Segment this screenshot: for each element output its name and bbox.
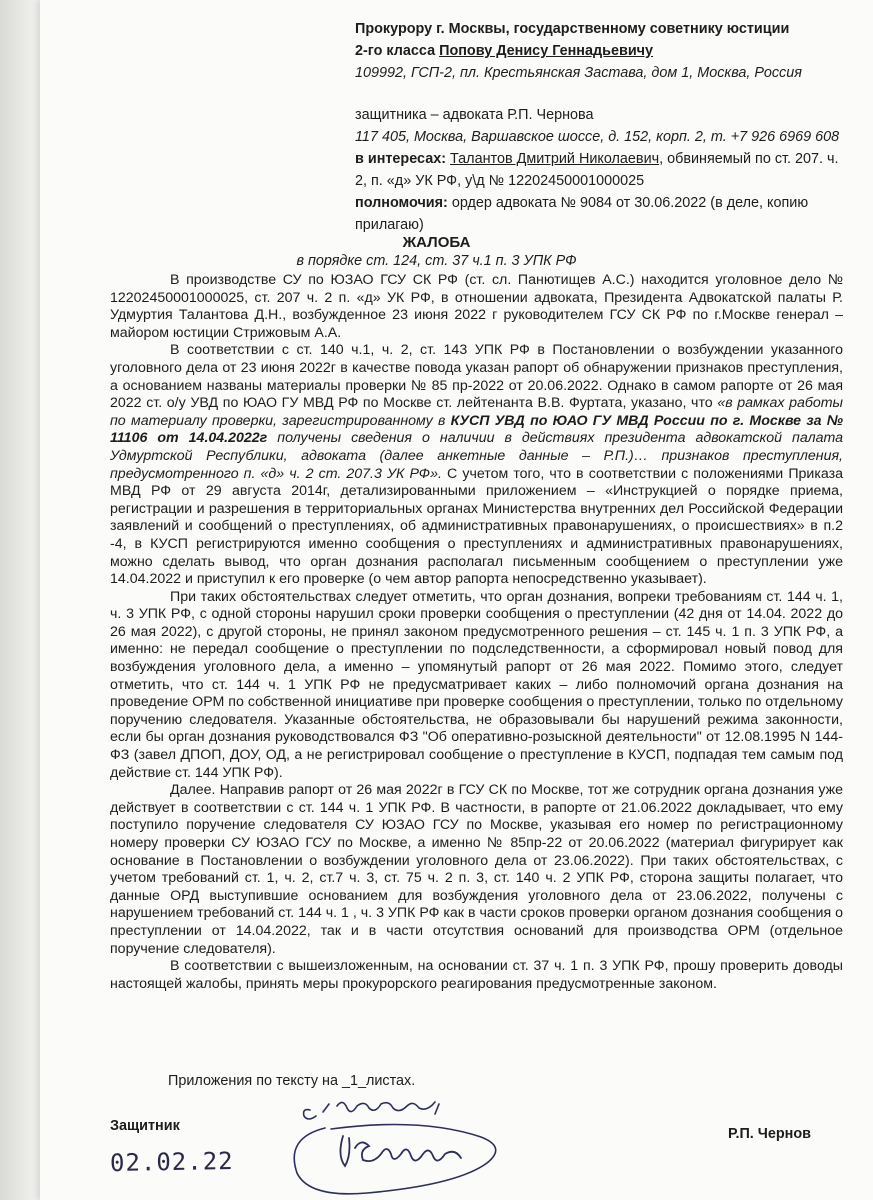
handwritten-date: 02.02.22	[109, 1146, 234, 1178]
attachments-note: Приложения по тексту на _1_листах.	[168, 1073, 416, 1089]
signer-name: Р.П. Чернов	[728, 1126, 812, 1142]
paragraph-3: При таких обстоятельствах следует отметить, что орган дознания, вопреки требованиям ст. 144 ч. 1, ч. 3 УПК РФ, с одной стороны нарушил сроки проверки сообщения о преступлении (42 дня от 14.04. 2022 до 26 мая 2022), с другой стороны, не принял законом предусмотренного решения – ст. 145 ч. 1 п. 3 УПК РФ, а именно: не передал сообщение о преступлении по подследственности, а сформировал новый повод для возбуждения уголовного дела, а именно – упомянутый рапорт от 26 мая 2022. Помимо этого, следует отметить, что ст. 144 ч. 1 УПК РФ не предусматривает каких – либо полномочий органа дознания на проведение ОРМ по собственной инициативе при проверке сообщения о преступлении, только по отдельному поручению следователя. Указанные обстоятельства, не образовывали бы нарушений режима законности, если бы орган дознания руководствовался ФЗ "Об оперативно-розыскной деятельности" от 12.08.1995 N 144-ФЗ (завел ДПОП, ДОУ, ОД, а не регистрировал сообщение о преступление в КУСП, подпадая тем самым под действие ст. 144 УПК РФ).	[110, 588, 843, 781]
addressee-rank: 2-го класса	[355, 43, 440, 59]
paragraph-2-rest: С учетом того, что в соответствии с положениями Приказа МВД РФ от 29 августа 2014г, детализированными приложением – «Инструкцией о порядке приема, регистрации и разрешения в территориальных органах Министерства внутренних дел Российской Федерации заявлений и сообщений о преступлениях, об административных правонарушениях, о происшествиях» в п.2 -4, в КУСП регистрируются именно сообщения о преступлениях и административных правонарушениях, можно сделать вывод, что орган дознания располагал письменным сообщением о преступлении уже 14.04.2022 и приступил к его проверке (о чем автор рапорта непосредственно указывает).	[110, 465, 843, 588]
paragraph-2	[110, 342, 843, 588]
addressee-line-2	[355, 40, 845, 62]
paragraph-1: В производстве СУ по ЮЗАО ГСУ СК РФ (ст. сл. Панютищев А.С.) находится уголовное дело № 12202450001000025, ст. 207 ч. 2 п. «д» УК РФ, в отношении адвоката, Президента Адвокатской палаты Р. Удмуртия Талантова Д.Н., возбужденное 23 июня 2022 г руководителем ГСУ СК РФ по г.Москве генерал –майором юстиции Стрижовым А.А.	[110, 272, 843, 341]
complaint-body	[110, 272, 843, 993]
interest-details: , обвиняемый по ст. 207. ч. 2, п. «д» УК РФ, у\д № 12202450001000025	[355, 151, 839, 189]
addressee-address: 109992, ГСП-2, пл. Крестьянская Застава, дом 1, Москва, Россия	[355, 65, 802, 81]
addressee-name: Попову Денису Геннадьевичу	[439, 43, 654, 59]
paragraph-2-quote-end: получены сведения о наличии в действиях президента адвокатской палата Удмуртской Республики, адвоката (далее анкетные данные – Р.П.)… признаков преступления, предусмотренного п. «д» ч. 2 ст. 207.3 УК РФ».	[110, 430, 844, 482]
paragraph-4: Далее. Направив рапорт от 26 мая 2022г в ГСУ СК по Москве, тот же сотрудник органа дознания уже действует в соответствии с ст. 144 ч. 1 УПК РФ. В частности, в рапорте от 21.06.2022 докладывает, что ему поступило поручение следователя СУ ЮЗАО ГСУ по Москве, указывая его номер по регистрационному номеру проверки СУ ЮЗАО ГСУ по Москве, а именно № 85пр-22 от 20.06.2022 (материал фигурирует как основание в Постановлении о возбуждении уголовного дела от 23.06.2022). При таких обстоятельствах, с учетом требований ст. 1, ч. 2, ст.7 ч. 3, ст. 75 ч. 2 п. 3, ст. 140 ч. 2 УПК РФ, сторона защиты полагает, что данные ОРД выступившие основанием для возбуждения уголовного дела от 23.06.2022, получены с нарушением требований ст. 144 ч. 1 , ч. 3 УПК РФ как в части сроков проверки органом дознания сообщения о преступлении от 14.04.2022, так и в части отсутствия оснований для производства ОРМ (отдельное поручение следователя).	[110, 782, 843, 957]
authority-label: полномочия:	[355, 195, 448, 211]
document-title: ЖАЛОБА	[402, 234, 471, 251]
paragraph-2-quote-bold: КУСП УВД по ЮАО ГУ МВД России по г. Москве за № 11106 от 14.04.2022г	[110, 412, 843, 447]
authority-text: ордер адвоката № 9084 от 30.06.2022 (в деле, копию прилагаю)	[355, 195, 809, 233]
interest-name: Талантов Дмитрий Николаевич	[450, 151, 660, 167]
addressee-line-1: Прокурору г. Москвы, государственному советнику юстиции	[355, 21, 790, 37]
document-subtitle: в порядке ст. 124, ст. 37 ч.1 п. 3 УПК РФ	[296, 253, 577, 269]
interest-label: в интересах:	[355, 151, 447, 167]
paragraph-5: В соответствии с вышеизложенным, на основании ст. 37 ч. 1 п. 3 УПК РФ, прошу проверить доводы настоящей жалобы, принять меры прокурорского реагирования предусмотренные законом.	[110, 958, 843, 992]
paragraph-2-intro: В соответствии с ст. 140 ч.1, ч. 2, ст. 143 УПК РФ в Постановлении о возбуждении указанного уголовного дела от 23 июня 2022г в качестве повода указан рапорт об обнаружении признаков преступления, а основанием названы материалы проверки № 85 пр-2022 от 20.06.2022. Однако в самом рапорте от 26 мая 2022 ст. о/у УВД по ЮАО ГУ МВД РФ по Москве ст. лейтенанта В.В. Фуртата, указано, что	[110, 342, 843, 412]
interest-line	[355, 148, 845, 192]
scan-edge	[0, 0, 40, 1200]
handwritten-signature	[285, 1088, 525, 1200]
signer-role: Защитник	[110, 1118, 180, 1134]
paragraph-2-quote-start: «в рамках работы по материалу проверки, зарегистрированному в	[110, 395, 843, 429]
sender-line: защитника – адвоката Р.П. Чернова	[355, 107, 594, 123]
addressee-block	[355, 18, 845, 236]
authority-line	[355, 192, 845, 236]
sender-address: 117 405, Москва, Варшавское шоссе, д. 152, корп. 2, т. +7 926 6969 608	[355, 129, 840, 145]
